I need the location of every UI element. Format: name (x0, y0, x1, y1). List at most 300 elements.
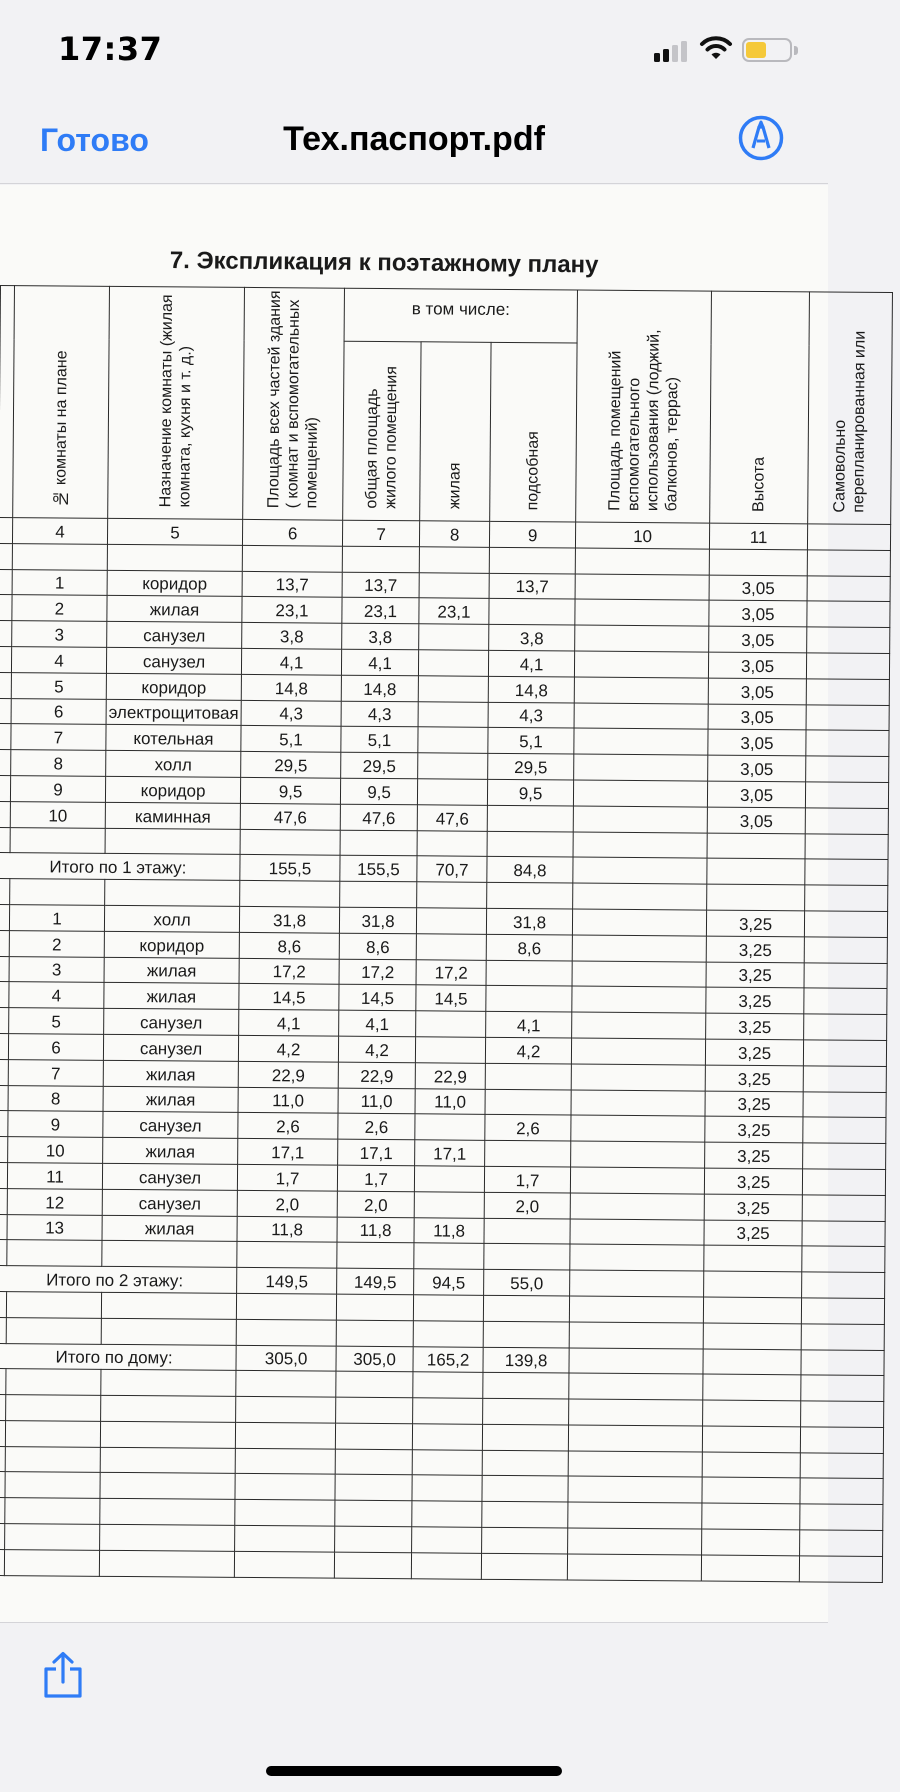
table-cell (418, 676, 488, 702)
table-cell (335, 1449, 412, 1475)
table-cell (703, 1400, 801, 1427)
table-cell: 11,8 (337, 1217, 414, 1243)
table-cell: 31,8 (239, 906, 339, 933)
table-cell: 3,05 (708, 729, 806, 756)
table-cell (0, 904, 10, 930)
table-cell (803, 1117, 886, 1143)
table-cell: санузел (107, 622, 242, 649)
table-cell: 2,6 (238, 1113, 338, 1140)
table-cell: 4,1 (239, 1010, 339, 1037)
table-cell (485, 1063, 571, 1089)
table-cell (801, 1298, 884, 1324)
header-cell (108, 286, 245, 519)
table-cell: 11,0 (238, 1087, 338, 1114)
table-cell (102, 1241, 237, 1268)
table-cell: 2,0 (337, 1191, 414, 1217)
table-cell: 4,1 (339, 1010, 416, 1036)
table-cell (485, 1089, 571, 1115)
table-cell: 1,7 (484, 1166, 570, 1192)
table-cell (806, 704, 889, 730)
table-cell (485, 1140, 571, 1166)
header-row (0, 286, 892, 346)
table-cell (803, 1143, 886, 1169)
table-cell (412, 1424, 482, 1450)
table-cell (101, 1292, 236, 1319)
nav-bar (0, 92, 828, 184)
header-room-number: № комнаты на плане (51, 350, 70, 507)
table-cell: 3,25 (705, 1142, 803, 1169)
table-cell: 3,05 (708, 755, 806, 782)
table-cell (574, 677, 708, 704)
table-cell (0, 1111, 8, 1137)
table-cell (236, 1396, 336, 1423)
table-cell (0, 1008, 9, 1034)
table-cell (12, 543, 107, 570)
table-cell: 3,05 (707, 807, 805, 834)
table-cell (709, 549, 807, 576)
table-cell (100, 1524, 235, 1551)
table-cell (707, 884, 805, 911)
table-cell (574, 651, 708, 678)
table-cell (807, 550, 890, 576)
table-cell: 47,6 (340, 804, 417, 830)
table-cell: санузел (103, 1112, 238, 1139)
column-number: 9 (490, 521, 576, 547)
table-cell (336, 1371, 413, 1397)
table-cell: 11,0 (338, 1088, 415, 1114)
table-cell (703, 1297, 801, 1324)
table-cell (572, 935, 706, 962)
table-cell (807, 627, 890, 653)
table-cell (574, 754, 708, 781)
table-cell (704, 1245, 802, 1272)
table-cell: 1,7 (337, 1165, 414, 1191)
table-cell (0, 982, 9, 1008)
table-cell (571, 1064, 705, 1091)
table-cell (414, 1243, 484, 1269)
table-cell (800, 1478, 883, 1504)
table-cell: санузел (102, 1189, 237, 1216)
table-cell: 14,8 (488, 676, 574, 702)
table-cell (336, 1397, 413, 1423)
table-cell (484, 1244, 570, 1270)
table-cell: 47,6 (240, 803, 340, 830)
table-cell (569, 1373, 703, 1400)
table-cell (482, 1502, 568, 1528)
table-cell: 7 (11, 724, 106, 751)
table-cell (0, 930, 9, 956)
table-cell: жилая (103, 1060, 238, 1087)
table-cell (336, 1294, 413, 1320)
table-cell (0, 621, 12, 647)
table-cell: 5,1 (341, 727, 418, 753)
table-cell (237, 1242, 337, 1269)
table-cell (804, 962, 887, 988)
table-cell: 3 (12, 621, 107, 648)
table-cell: 4,1 (241, 648, 341, 675)
table-cell: 2,0 (484, 1192, 570, 1218)
total-value: 55,0 (484, 1269, 570, 1295)
table-cell (804, 937, 887, 963)
header-total-area: Площадь всех частей здания ( комнат и вспомогательных помещений) (265, 290, 322, 509)
table-cell: жилая (102, 1215, 237, 1242)
table-cell (800, 1427, 883, 1453)
table-cell: 13,7 (342, 572, 419, 598)
table-cell: 3,25 (704, 1220, 802, 1247)
table-cell: 29,5 (488, 754, 574, 780)
table-cell (5, 1472, 100, 1499)
table-cell: 17,2 (339, 959, 416, 985)
table-cell (573, 832, 707, 859)
table-cell (805, 885, 888, 911)
table-body (0, 543, 890, 1582)
column-number: 4 (12, 518, 107, 545)
table-cell (0, 672, 11, 698)
table-cell (417, 882, 487, 908)
table-cell (0, 1059, 8, 1085)
table-cell (567, 1554, 701, 1581)
table-cell: 13,7 (242, 571, 342, 598)
table-cell (574, 728, 708, 755)
table-cell (413, 1372, 483, 1398)
table-cell: санузел (103, 1034, 238, 1061)
table-cell (803, 1040, 886, 1066)
table-cell (702, 1478, 800, 1505)
table-cell: 3,05 (708, 652, 806, 679)
table-cell (573, 780, 707, 807)
table-cell (335, 1526, 412, 1552)
header-cell (243, 287, 345, 520)
home-indicator[interactable] (266, 1766, 562, 1776)
table-cell (484, 1218, 570, 1244)
table-cell (572, 986, 706, 1013)
battery-cap (794, 46, 798, 55)
table-cell (335, 1500, 412, 1526)
table-cell (0, 879, 10, 905)
table-cell (483, 1373, 569, 1399)
table-cell: 22,9 (415, 1063, 485, 1089)
table-cell: коридор (106, 673, 241, 700)
table-cell: 3 (9, 956, 104, 983)
table-cell (6, 1395, 101, 1422)
table-cell: 3,25 (706, 987, 804, 1014)
table-cell: 23,1 (342, 598, 419, 624)
table-cell: электрощитовая (106, 699, 241, 726)
table-cell (236, 1293, 336, 1320)
table-cell: холл (104, 905, 239, 932)
table-cell (100, 1473, 235, 1500)
table-cell (235, 1448, 335, 1475)
total-value: 84,8 (487, 857, 573, 883)
table-cell (100, 1447, 235, 1474)
table-cell (570, 1193, 704, 1220)
table-cell: 3,25 (706, 910, 804, 937)
table-cell (417, 830, 487, 856)
table-cell: 1 (9, 905, 104, 932)
table-cell (6, 1291, 101, 1318)
table-cell (489, 547, 575, 573)
share-icon[interactable] (42, 1651, 84, 1699)
table-cell (801, 1375, 884, 1401)
table-cell: 4,2 (238, 1035, 338, 1062)
table-cell (337, 1242, 414, 1268)
table-cell: санузел (102, 1163, 237, 1190)
pdf-page[interactable] (0, 185, 869, 1622)
table-cell (413, 1295, 483, 1321)
table-cell: 2 (12, 595, 107, 622)
table-cell (0, 827, 10, 853)
table-cell (0, 775, 11, 801)
table-cell: жилая (107, 596, 242, 623)
table-cell (414, 1166, 484, 1192)
table-cell: 5,1 (488, 728, 574, 754)
table-cell (802, 1169, 885, 1195)
table-cell: жилая (103, 1137, 238, 1164)
explication-table (0, 285, 893, 1583)
table-cell (569, 1322, 703, 1349)
table-cell: 8 (8, 1085, 103, 1112)
total-value: 139,8 (483, 1347, 569, 1373)
column-number: 5 (107, 518, 242, 545)
table-cell: 14,8 (241, 674, 341, 701)
total-value: 305,0 (236, 1345, 336, 1372)
table-cell (10, 827, 105, 854)
table-cell: 2,6 (338, 1114, 415, 1140)
table-cell (0, 517, 13, 543)
table-cell: 3,05 (709, 575, 807, 602)
table-cell (6, 1317, 101, 1344)
table-cell: 3,8 (489, 625, 575, 651)
table-cell: 4,2 (485, 1037, 571, 1063)
table-cell (702, 1426, 800, 1453)
table-cell (703, 1374, 801, 1401)
table-cell (806, 653, 889, 679)
table-cell (807, 575, 890, 601)
table-cell (0, 724, 11, 750)
table-cell (236, 1371, 336, 1398)
table-cell (235, 1474, 335, 1501)
table-cell (805, 808, 888, 834)
table-cell: 3,25 (705, 1116, 803, 1143)
table-cell (418, 701, 488, 727)
table-cell (483, 1321, 569, 1347)
table-cell (802, 1246, 885, 1272)
table-cell (0, 698, 11, 724)
table-cell: 8 (11, 750, 106, 777)
table-cell (101, 1395, 236, 1422)
table-cell (574, 703, 708, 730)
table-cell (235, 1525, 335, 1552)
cellular-signal-icon (654, 40, 688, 62)
table-cell (234, 1551, 334, 1578)
table-cell (417, 779, 487, 805)
table-cell (7, 1240, 102, 1267)
table-cell: 14,5 (239, 984, 339, 1011)
table-cell (568, 1528, 702, 1555)
table-cell: 3,05 (707, 781, 805, 808)
table-cell: 6 (8, 1034, 103, 1061)
table-cell (236, 1319, 336, 1346)
wifi-icon (700, 34, 732, 62)
column-number: 8 (420, 521, 490, 547)
table-cell (486, 960, 572, 986)
table-cell (419, 572, 489, 598)
header-cell (576, 290, 712, 523)
table-cell: 3,25 (706, 962, 804, 989)
table-cell (0, 1085, 8, 1111)
table-cell: 2,0 (237, 1190, 337, 1217)
header-cell (420, 342, 491, 521)
table-cell: жилая (103, 1086, 238, 1113)
header-aux-area: Площадь помещений вспомогательного использования (лоджий, балконов, террас) (605, 329, 681, 512)
table-cell (412, 1475, 482, 1501)
table-cell: 3,8 (242, 623, 342, 650)
table-cell (413, 1320, 483, 1346)
table-cell (568, 1451, 702, 1478)
table-cell (482, 1450, 568, 1476)
table-cell (805, 833, 888, 859)
table-cell (235, 1422, 335, 1449)
table-cell (806, 679, 889, 705)
table-cell (571, 1115, 705, 1142)
table-cell (419, 547, 489, 573)
table-cell (0, 750, 11, 776)
table-cell (572, 1012, 706, 1039)
table-cell (100, 1499, 235, 1526)
table-cell (5, 1446, 100, 1473)
header-cell (13, 286, 110, 519)
table-cell (570, 1270, 704, 1297)
markup-pen-icon[interactable] (738, 115, 784, 161)
table-cell: 14,5 (416, 985, 486, 1011)
table-cell: 2 (9, 930, 104, 957)
table-cell (342, 546, 419, 572)
total-value: 94,5 (414, 1269, 484, 1295)
table-cell (802, 1220, 885, 1246)
document-heading: 7. Экспликация к поэтажному плану (169, 247, 599, 279)
table-cell (335, 1423, 412, 1449)
column-number: 11 (709, 523, 807, 550)
table-cell: 9,5 (340, 778, 417, 804)
table-cell: 31,8 (486, 908, 572, 934)
table-cell (242, 545, 342, 572)
table-cell (411, 1553, 481, 1579)
table-cell: холл (106, 751, 241, 778)
table-cell: 23,1 (242, 597, 342, 624)
table-cell (803, 1091, 886, 1117)
table-cell: 5,1 (241, 726, 341, 753)
table-cell: 4,1 (488, 650, 574, 676)
done-button[interactable]: Готово (40, 122, 149, 158)
table-cell (702, 1529, 800, 1556)
table-cell (482, 1476, 568, 1502)
table-cell: 8,6 (486, 934, 572, 960)
table-cell (570, 1219, 704, 1246)
header-living: жилая (446, 462, 464, 510)
table-cell (799, 1556, 882, 1582)
table-cell (575, 599, 709, 626)
table-cell (571, 1038, 705, 1065)
table-cell (483, 1295, 569, 1321)
column-number: 7 (343, 520, 420, 546)
table-cell: 3,25 (705, 1065, 803, 1092)
table-cell: 3,25 (704, 1168, 802, 1195)
table-cell: 14,8 (341, 675, 418, 701)
table-cell: 4,2 (338, 1036, 415, 1062)
battery-icon (742, 38, 792, 62)
table-cell (486, 986, 572, 1012)
table-cell (568, 1502, 702, 1529)
table-cell: 17,2 (416, 959, 486, 985)
table-cell: 5 (9, 1008, 104, 1035)
table-cell (419, 624, 489, 650)
total-value: 149,5 (337, 1268, 414, 1294)
table-cell: 9 (8, 1111, 103, 1138)
table-cell (800, 1453, 883, 1479)
table-cell: 4 (9, 982, 104, 1009)
table-cell (573, 806, 707, 833)
table-cell: 13 (7, 1214, 102, 1241)
table-cell (418, 650, 488, 676)
table-cell (487, 805, 573, 831)
table-cell: 8,6 (339, 933, 416, 959)
table-cell (101, 1318, 236, 1345)
table-cell: 22,9 (238, 1061, 338, 1088)
table-cell (481, 1553, 567, 1579)
table-cell (702, 1503, 800, 1530)
table-cell (0, 543, 12, 569)
table-cell (101, 1370, 236, 1397)
table-cell (806, 756, 889, 782)
table-cell: жилая (104, 983, 239, 1010)
table-cell: 4,3 (341, 701, 418, 727)
document-title: Тех.паспорт.pdf (283, 120, 545, 158)
table-cell (573, 883, 707, 910)
table-cell: 6 (11, 698, 106, 725)
table-cell: 17,2 (239, 958, 339, 985)
table-cell (569, 1348, 703, 1375)
table-cell: 1,7 (237, 1164, 337, 1191)
table-cell (575, 548, 709, 575)
table-cell (802, 1195, 885, 1221)
table-cell (0, 956, 9, 982)
table-cell (5, 1498, 100, 1525)
table-cell (0, 1033, 9, 1059)
table-cell (571, 1090, 705, 1117)
table-cell: 3,25 (705, 1039, 803, 1066)
table-cell (99, 1550, 234, 1577)
table-cell (703, 1323, 801, 1350)
header-replanned: Самовольно перепланированная или (831, 330, 869, 513)
table-cell (571, 1141, 705, 1168)
status-bar (0, 0, 828, 92)
table-cell: котельная (106, 725, 241, 752)
table-cell: 22,9 (338, 1062, 415, 1088)
bottom-toolbar (0, 1622, 828, 1792)
table-cell (804, 1014, 887, 1040)
table-cell: 3,8 (342, 623, 419, 649)
table-cell: 10 (8, 1137, 103, 1164)
table-cell: 3,25 (705, 1091, 803, 1118)
table-cell (707, 858, 805, 885)
table-cell (804, 911, 887, 937)
table-cell: 2,6 (485, 1115, 571, 1141)
table-cell (416, 908, 486, 934)
table-cell (4, 1549, 99, 1576)
table-cell (415, 1037, 485, 1063)
header-cell (710, 291, 810, 524)
table-cell: 8,6 (239, 932, 339, 959)
